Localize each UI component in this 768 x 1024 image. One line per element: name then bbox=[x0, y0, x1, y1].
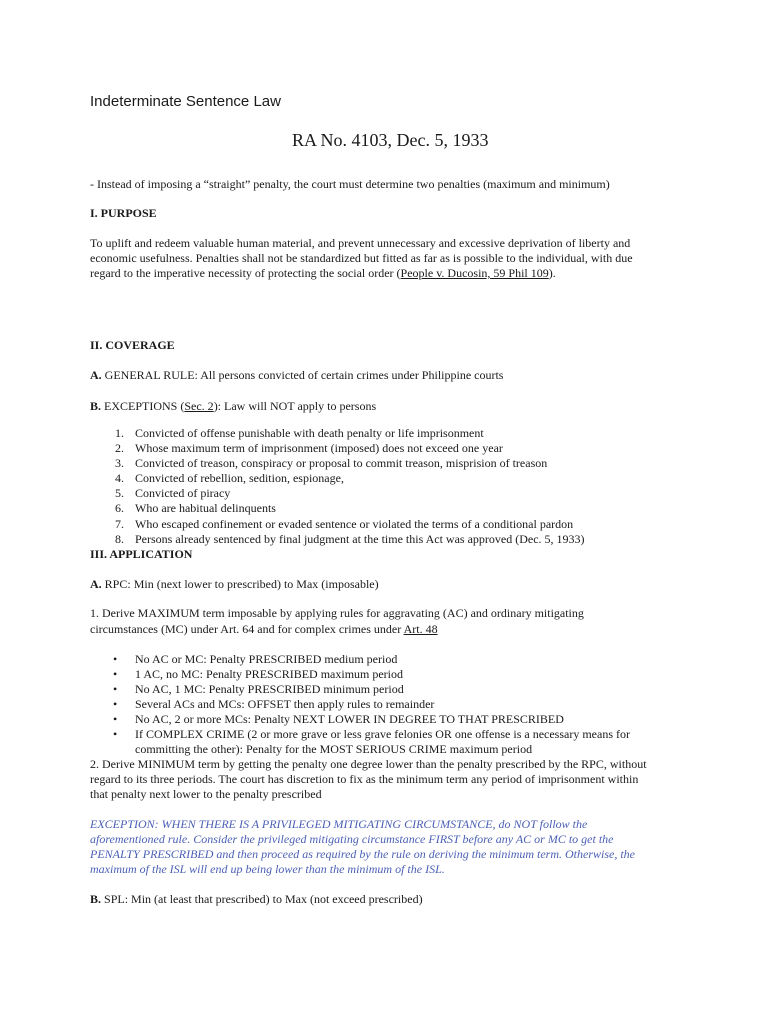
bullet-icon: • bbox=[113, 652, 118, 666]
list-text: Persons already sentenced by final judgment at the time this Act was approved (Dec. 5, 1933) bbox=[135, 532, 585, 546]
document-title: Indeterminate Sentence Law bbox=[90, 93, 281, 110]
exceptions-intro bbox=[90, 399, 376, 414]
label-a: A. bbox=[90, 577, 102, 591]
list-number: 6. bbox=[115, 501, 124, 515]
label-b: B. bbox=[90, 892, 102, 906]
purpose-text: ). bbox=[548, 266, 556, 280]
rpc-rule bbox=[90, 577, 379, 592]
bullet-icon: • bbox=[113, 727, 118, 741]
bullet-text: 1 AC, no MC: Penalty PRESCRIBED maximum period bbox=[135, 667, 404, 681]
section-link[interactable]: Sec. 2 bbox=[184, 399, 214, 413]
list-text: Who are habitual delinquents bbox=[135, 501, 276, 515]
list-number: 4. bbox=[115, 471, 124, 485]
exception-note-line: maximum of the ISL will end up being lower than the minimum of the ISL. bbox=[90, 862, 445, 876]
list-text: Convicted of rebellion, sedition, espionage, bbox=[135, 471, 344, 485]
step2-line: regard to its three periods. The court has discretion to fix as the minimum term any period of imprisonment within bbox=[90, 772, 639, 786]
list-text: Convicted of treason, conspiracy or proposal to commit treason, misprision of treason bbox=[135, 456, 548, 470]
bullet-text: If COMPLEX CRIME (2 or more grave or less grave felonies OR one offense is a necessary means for bbox=[135, 727, 630, 741]
step2-line: 2. Derive MINIMUM term by getting the penalty one degree lower than the penalty prescribed by the RPC, without bbox=[90, 757, 647, 771]
label-a: A. bbox=[90, 368, 102, 382]
application-heading: III. APPLICATION bbox=[90, 547, 193, 561]
case-citation-link[interactable]: People v. Ducosin, 59 Phil 109 bbox=[400, 266, 549, 280]
list-text: Convicted of piracy bbox=[135, 486, 231, 500]
exception-note-line: PENALTY PRESCRIBED and then proceed as required by the rule on deriving the minimum term. Otherwise, the bbox=[90, 847, 636, 861]
bullet-text: No AC, 2 or more MCs: Penalty NEXT LOWER IN DEGREE TO THAT PRESCRIBED bbox=[135, 712, 564, 726]
general-rule-text: GENERAL RULE: All persons convicted of certain crimes under Philippine courts bbox=[101, 368, 504, 382]
spl-rule-text: SPL: Min (at least that prescribed) to Max (not exceed prescribed) bbox=[101, 892, 423, 906]
list-number: 8. bbox=[115, 532, 124, 546]
list-text: Convicted of offense punishable with death penalty or life imprisonment bbox=[135, 426, 484, 440]
bullet-text: Several ACs and MCs: OFFSET then apply rules to remainder bbox=[135, 697, 435, 711]
law-heading: RA No. 4103, Dec. 5, 1933 bbox=[292, 130, 489, 150]
list-number: 7. bbox=[115, 517, 124, 531]
label-b: B. bbox=[90, 399, 102, 413]
bullet-continuation: committing the other): Penalty for the MOST SERIOUS CRIME maximum period bbox=[135, 742, 533, 756]
list-number: 5. bbox=[115, 486, 124, 500]
purpose-line: economic usefulness. Penalties shall not be standardized but fitted as far as is possible to the individual, with due bbox=[90, 251, 633, 265]
coverage-heading: II. COVERAGE bbox=[90, 338, 175, 352]
step1-text: circumstances (MC) under Art. 64 and for complex crimes under bbox=[90, 622, 404, 636]
step1-line bbox=[90, 622, 438, 637]
purpose-line: To uplift and redeem valuable human material, and prevent unnecessary and excessive deprivation of liberty and bbox=[90, 236, 631, 250]
exceptions-text: EXCEPTIONS ( bbox=[101, 399, 185, 413]
step1-line: 1. Derive MAXIMUM term imposable by applying rules for aggravating (AC) and ordinary mitigating bbox=[90, 606, 584, 620]
exception-note-line: aforementioned rule. Consider the privileged mitigating circumstance FIRST before any AC or MC to get the bbox=[90, 832, 614, 846]
article-link[interactable]: Art. 48 bbox=[403, 622, 438, 636]
rpc-rule-text: RPC: Min (next lower to prescribed) to Max (imposable) bbox=[101, 577, 379, 591]
bullet-icon: • bbox=[113, 682, 118, 696]
purpose-line bbox=[90, 266, 556, 281]
list-number: 1. bbox=[115, 426, 124, 440]
bullet-icon: • bbox=[113, 712, 118, 726]
list-number: 2. bbox=[115, 441, 124, 455]
purpose-heading: I. PURPOSE bbox=[90, 206, 157, 220]
list-text: Whose maximum term of imprisonment (imposed) does not exceed one year bbox=[135, 441, 503, 455]
exceptions-text: ): Law will NOT apply to persons bbox=[213, 399, 377, 413]
step2-line: that penalty next lower to the penalty prescribed bbox=[90, 787, 322, 801]
list-number: 3. bbox=[115, 456, 124, 470]
intro-text: - Instead of imposing a “straight” penalty, the court must determine two penalties (maximum and minimum) bbox=[90, 177, 610, 191]
bullet-text: No AC, 1 MC: Penalty PRESCRIBED minimum period bbox=[135, 682, 404, 696]
general-rule bbox=[90, 368, 503, 383]
bullet-text: No AC or MC: Penalty PRESCRIBED medium period bbox=[135, 652, 398, 666]
bullet-icon: • bbox=[113, 667, 118, 681]
list-text: Who escaped confinement or evaded sentence or violated the terms of a conditional pardon bbox=[135, 517, 574, 531]
spl-rule bbox=[90, 892, 423, 907]
purpose-text: regard to the imperative necessity of protecting the social order ( bbox=[90, 266, 401, 280]
exception-note-line: EXCEPTION: WHEN THERE IS A PRIVILEGED MITIGATING CIRCUMSTANCE, do NOT follow the bbox=[90, 817, 588, 831]
bullet-icon: • bbox=[113, 697, 118, 711]
